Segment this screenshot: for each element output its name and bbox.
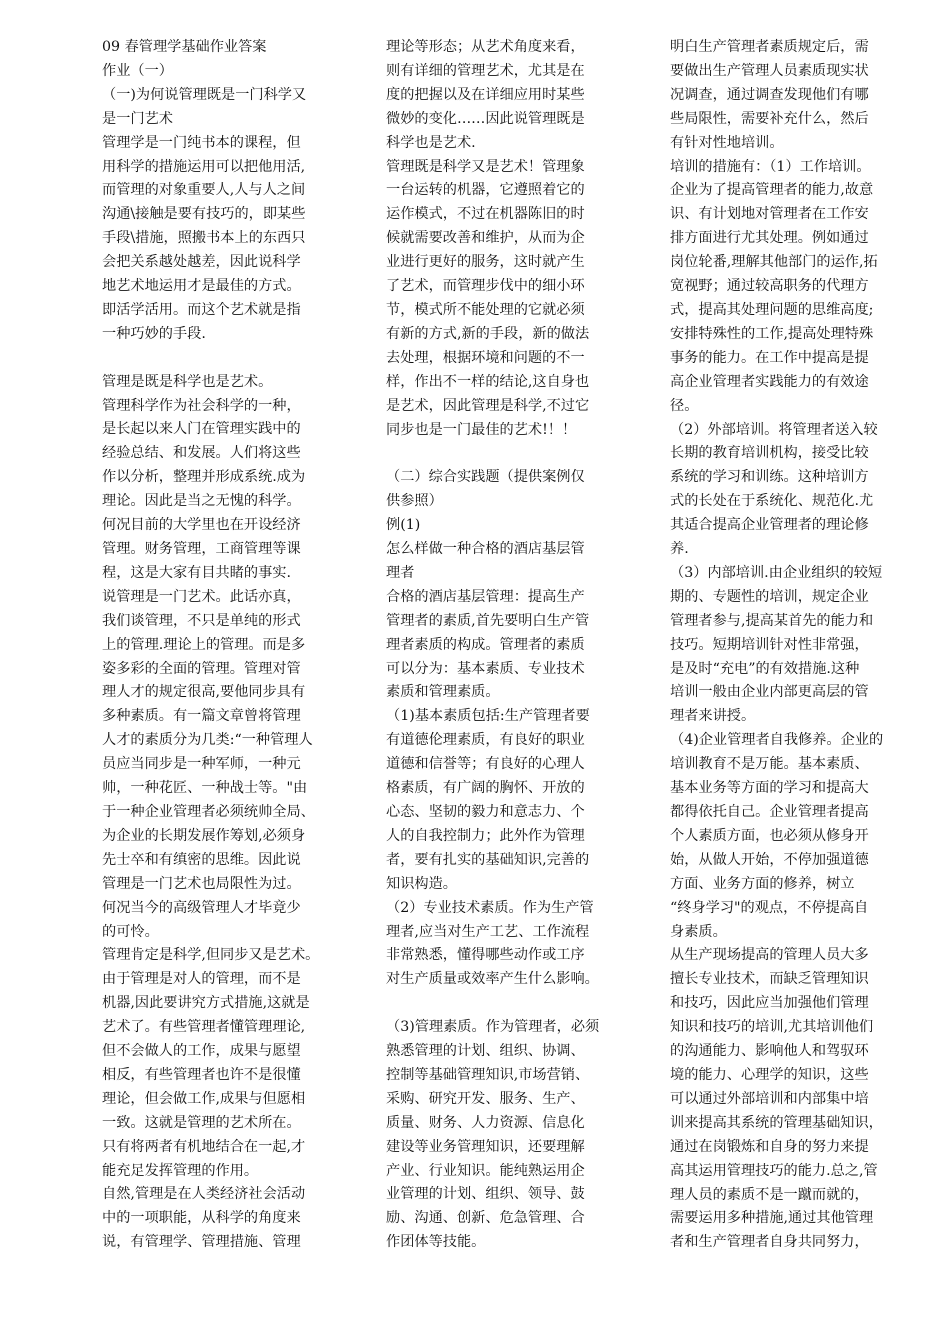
text-line: （3）内部培训.由企业组织的较短 xyxy=(670,564,883,581)
text-line: 自然,管理是在人类经济社会活动 xyxy=(102,1186,306,1203)
text-line: 程，这是大家有目共睹的事实. xyxy=(102,564,291,581)
text-line: 管理。财务管理，工商管理等课 xyxy=(102,541,301,558)
text-line: 理者来讲授。 xyxy=(670,708,756,725)
text-line: 理者,应当对生产工艺、工作流程 xyxy=(386,923,590,940)
text-line: 节，模式所不能处理的它就必须 xyxy=(386,301,585,318)
text-line: 系统的学习和训练。这种培训方 xyxy=(670,469,869,486)
text-line: 艺术了。有些管理者懂管理理论, xyxy=(102,1019,306,1036)
text-line: 长期的教育培训机构，接受比较 xyxy=(670,445,869,462)
text-line: 方面、业务方面的修养，树立 xyxy=(670,875,855,892)
text-line: 业进行更好的服务，这时就产生 xyxy=(386,254,585,271)
text-line: 其适合提高企业管理者的理论修 xyxy=(670,517,869,534)
text-line: 式的长处在于系统化、规范化.尤 xyxy=(670,493,874,510)
text-line: 是及时“充电”的有效措施.这种 xyxy=(670,660,860,677)
text-line: 理者素质的构成。管理者的素质 xyxy=(386,636,585,653)
text-line: 有针对性地培训。 xyxy=(670,134,784,151)
text-line: 基本业务等方面的学习和提高大 xyxy=(670,780,869,797)
text-line: 先士卒和有缜密的思维。因此说 xyxy=(102,851,301,868)
text-line: 说，有管理学、管理措施、管理 xyxy=(102,1234,301,1251)
text-line: 培训一般由企业内部更高层的管 xyxy=(670,684,869,701)
text-line: 机器,因此要讲究方式措施,这就是 xyxy=(102,995,310,1012)
text-line: 有道德伦理素质，有良好的职业 xyxy=(386,732,585,749)
text-line: 管理既是科学又是艺术！管理象 xyxy=(386,158,585,175)
text-line: 了艺术，而管理步伐中的细小环 xyxy=(386,278,585,295)
text-line: 个人素质方面，也必须从修身开 xyxy=(670,827,869,844)
text-line: 例(1) xyxy=(386,517,421,534)
text-line: 由于管理是对人的管理，而不是 xyxy=(102,971,301,988)
text-line: 而管理的对象重要人,人与人之间 xyxy=(102,182,306,199)
text-line: 经验总结、和发展。人们将这些 xyxy=(102,445,301,462)
text-line: 为企业的长期发展作筹划,必须身 xyxy=(102,827,306,844)
text-line: 期的、专题性的培训，规定企业 xyxy=(670,588,869,605)
text-line: 则有详细的管理艺术，尤其是在 xyxy=(386,62,585,79)
text-line: 理人才的规定很高,要他同步具有 xyxy=(102,684,306,701)
text-line: 事务的能力。在工作中提高是提 xyxy=(670,349,869,366)
text-line: （一)为何说管理既是一门科学又 xyxy=(102,86,307,103)
text-line: 通过在岗锻炼和自身的努力来提 xyxy=(670,1138,869,1155)
text-line: 地艺术地运用才是最佳的方式。 xyxy=(102,278,301,295)
text-line: （1)基本素质包括:生产管理者要 xyxy=(386,708,590,725)
text-line: （二）综合实践题（提供案例仅 xyxy=(386,469,585,486)
text-line: 励、沟通、创新、危急管理、合 xyxy=(386,1210,585,1227)
text-line: 岗位轮番,理解其他部门的运作,拓 xyxy=(670,254,878,271)
text-line: 人才的素质分为几类:“一种管理人 xyxy=(102,732,313,749)
text-line: 需要运用多种措施,通过其他管理 xyxy=(670,1210,874,1227)
text-line: （2）外部培训。将管理者送入较 xyxy=(670,421,878,438)
text-line: 者，要有扎实的基础知识,完善的 xyxy=(386,851,590,868)
text-line: 技巧。短期培训针对性非常强， xyxy=(670,636,869,653)
text-line: 安排特殊性的工作,提高处理特殊 xyxy=(670,325,874,342)
text-line: 上的管理.理论上的管理。而是多 xyxy=(102,636,306,653)
text-line: 但不会做人的工作，成果与愿望 xyxy=(102,1043,301,1060)
text-line: 心态、坚韧的毅力和意志力、个 xyxy=(386,803,585,820)
text-line: 手段\措施，照搬书本上的东西只 xyxy=(102,230,306,247)
text-line: 用科学的措施运用可以把他用活, xyxy=(102,158,306,175)
column-middle xyxy=(386,36,651,1255)
text-line: （3)管理素质。作为管理者，必须 xyxy=(386,1019,600,1036)
text-line: 是艺术，因此管理是科学,不过它 xyxy=(386,397,590,414)
text-line: 一台运转的机器，它遵照着它的 xyxy=(386,182,585,199)
text-line: 于一种企业管理者必须统帅全局、 xyxy=(102,803,315,820)
text-line: 对生产质量或效率产生什么影响。 xyxy=(386,971,599,988)
text-line: 高企业管理者实践能力的有效途 xyxy=(670,373,869,390)
text-line: 理论，但会做工作,成果与但愿相 xyxy=(102,1090,306,1107)
text-line: 怎么样做一种合格的酒店基层管 xyxy=(386,541,585,558)
text-line: 建设等业务管理知识，还要理解 xyxy=(386,1138,585,1155)
text-line: 能充足发挥管理的作用。 xyxy=(102,1162,259,1179)
text-line xyxy=(386,992,651,1016)
text-line: 合格的酒店基层管理：提高生产 xyxy=(386,588,585,605)
text-line: 只有将两者有机地结合在一起,才 xyxy=(102,1138,306,1155)
text-line: 道德和信誉等；有良好的心理人 xyxy=(386,756,585,773)
text-line: 理人员的素质不是一蹴而就的， xyxy=(670,1186,869,1203)
text-line: 训来提高其系统的管理基础知识， xyxy=(670,1114,883,1131)
text-line: 要做出生产管理人员素质现实状 xyxy=(670,62,869,79)
column-right xyxy=(670,36,932,1255)
text-line: 的沟通能力、影响他人和驾驭环 xyxy=(670,1043,869,1060)
text-line: 一种巧妙的手段. xyxy=(102,325,206,342)
text-line: 管理是既是科学也是艺术。 xyxy=(102,373,273,390)
text-line: 知识构造。 xyxy=(386,875,457,892)
text-line: 样，作出不一样的结论,这自身也 xyxy=(386,373,590,390)
text-line: 者和生产管理者自身共同努力， xyxy=(670,1234,869,1251)
text-line: 会把关系越处越差，因此说科学 xyxy=(102,254,301,271)
text-line: 管理是一门艺术也局限性为过。 xyxy=(102,875,301,892)
text-line: 都得依托自己。企业管理者提高 xyxy=(670,804,869,820)
text-line: 明白生产管理者素质规定后，需 xyxy=(670,39,869,55)
text-line: 沟通\接触是要有技巧的，即某些 xyxy=(102,206,306,223)
text-line: 高其运用管理技巧的能力.总之,管 xyxy=(670,1162,878,1179)
text-line: 我们谈管理，不只是单纯的形式 xyxy=(102,612,301,629)
text-line: 作以分析，整理并形成系统.成为 xyxy=(102,469,306,486)
text-line: 非常熟悉，懂得哪些动作或工序 xyxy=(386,947,585,964)
text-line: 管理科学作为社会科学的一种， xyxy=(102,397,301,414)
text-line: 多种素质。有一篇文章曾将管理 xyxy=(102,708,301,725)
text-line: 宽视野；通过较高职务的代理方 xyxy=(670,278,869,295)
text-line: 员应当同步是一种军师，一种元 xyxy=(102,756,301,773)
text-line: 供参照） xyxy=(386,493,443,510)
text-line: 理论等形态；从艺术角度来看， xyxy=(386,39,585,55)
text-line: 管理者的素质,首先要明白生产管 xyxy=(386,612,590,629)
text-line: 管理肯定是科学,但同步又是艺术。 xyxy=(102,947,320,964)
text-line: 帅，一种花匠、一种战士等。"由 xyxy=(102,780,308,797)
text-line: 理论。因此是当之无愧的科学。 xyxy=(102,493,301,510)
text-line: 的可怜。 xyxy=(102,923,159,940)
text-line: 度的把握以及在详细应用时某些 xyxy=(386,86,585,103)
text-line: 培训教育不是万能。基本素质、 xyxy=(670,756,869,773)
text-line: 熟悉管理的计划、组织、协调、 xyxy=(386,1043,585,1060)
text-line: 科学也是艺术. xyxy=(386,134,476,151)
text-line: 可以通过外部培训和内部集中培 xyxy=(670,1090,869,1107)
text-line: 中的一项职能，从科学的角度来 xyxy=(102,1210,301,1227)
text-line: 姿多彩的全面的管理。管理对管 xyxy=(102,660,301,677)
text-line: 即活学活用。而这个艺术就是指 xyxy=(102,301,301,318)
text-line: 一致。这就是管理的艺术所在。 xyxy=(102,1114,301,1131)
text-line: 排方面进行尤其处理。例如通过 xyxy=(670,230,869,247)
text-line: 擅长专业技术，而缺乏管理知识 xyxy=(670,971,869,988)
text-line: 业管理的计划、组织、领导、鼓 xyxy=(386,1186,585,1203)
text-line: 径。 xyxy=(670,397,699,414)
text-line: 候就需要改善和维护，从而为企 xyxy=(386,230,585,247)
text-line: 境的能力、心理学的知识，这些 xyxy=(670,1066,869,1083)
text-line: 产业、行业知识。能纯熟运用企 xyxy=(386,1162,585,1179)
text-line: 人的自我控制力；此外作为管理 xyxy=(386,827,585,844)
text-line: 管理者参与,提高某首先的能力和 xyxy=(670,612,874,629)
text-line: 采购、研究开发、服务、生产、 xyxy=(386,1090,585,1107)
text-line: 有新的方式,新的手段，新的做法 xyxy=(386,325,590,342)
text-line: 培训的措施有：（1）工作培训。 xyxy=(670,158,871,175)
text-line: 何况目前的大学里也在开设经济 xyxy=(102,517,301,534)
text-line: 同步也是一门最佳的艺术!！！ xyxy=(386,421,577,438)
text-line: 况调查，通过调查发现他们有哪 xyxy=(670,86,869,103)
text-line: 从生产现场提高的管理人员大多 xyxy=(670,947,869,964)
column-left xyxy=(102,36,360,1255)
text-line xyxy=(102,347,360,371)
text-line: 身素质。 xyxy=(670,923,727,940)
text-line: 是一门艺术 xyxy=(102,110,173,127)
text-line: 管理学是一门纯书本的课程，但 xyxy=(102,134,301,151)
text-line: 知识和技巧的培训,尤其培训他们 xyxy=(670,1019,874,1036)
text-line: 09 春管理学基础作业答案 xyxy=(102,39,267,55)
text-line: 作团体等技能。 xyxy=(386,1234,486,1251)
text-line: 些局限性，需要补充什么，然后 xyxy=(670,110,869,127)
text-line: 是长起以来人门在管理实践中的 xyxy=(102,421,301,438)
text-line: 式，提高其处理问题的思维高度; xyxy=(670,301,874,318)
text-line: 格素质，有广阔的胸怀、开放的 xyxy=(386,780,585,797)
text-line xyxy=(386,442,651,466)
text-line: “终身学习"的观点，不停提高自 xyxy=(670,899,869,916)
text-line: 企业为了提高管理者的能力,故意 xyxy=(670,182,874,199)
text-line: 理者 xyxy=(386,564,415,581)
text-line: 质量、财务、人力资源、信息化 xyxy=(386,1114,585,1131)
text-line: 控制等基础管理知识,市场营销、 xyxy=(386,1066,590,1083)
text-line: 素质和管理素质。 xyxy=(386,684,500,701)
text-line: 相反，有些管理者也许不是很懂 xyxy=(102,1066,301,1083)
text-line: 去处理，根据环境和问题的不一 xyxy=(386,349,585,366)
text-line: 养. xyxy=(670,541,689,558)
text-line: 微妙的变化……因此说管理既是 xyxy=(386,110,585,127)
text-line: （4)企业管理者自我修养。企业的 xyxy=(670,732,884,749)
text-line: 何况当今的高级管理人才毕竟少 xyxy=(102,899,301,916)
text-line: 可以分为：基本素质、专业技术 xyxy=(386,660,585,677)
text-line: 始，从做人开始，不停加强道德 xyxy=(670,851,869,868)
text-line: 运作模式，不过在机器陈旧的时 xyxy=(386,206,585,223)
text-line: 作业（一） xyxy=(102,62,173,79)
text-line: （2）专业技术素质。作为生产管 xyxy=(386,899,594,916)
text-line: 识、有计划地对管理者在工作安 xyxy=(670,206,869,223)
text-line: 和技巧，因此应当加强他们管理 xyxy=(670,995,869,1012)
text-line: 说管理是一门艺术。此话亦真， xyxy=(102,588,301,605)
